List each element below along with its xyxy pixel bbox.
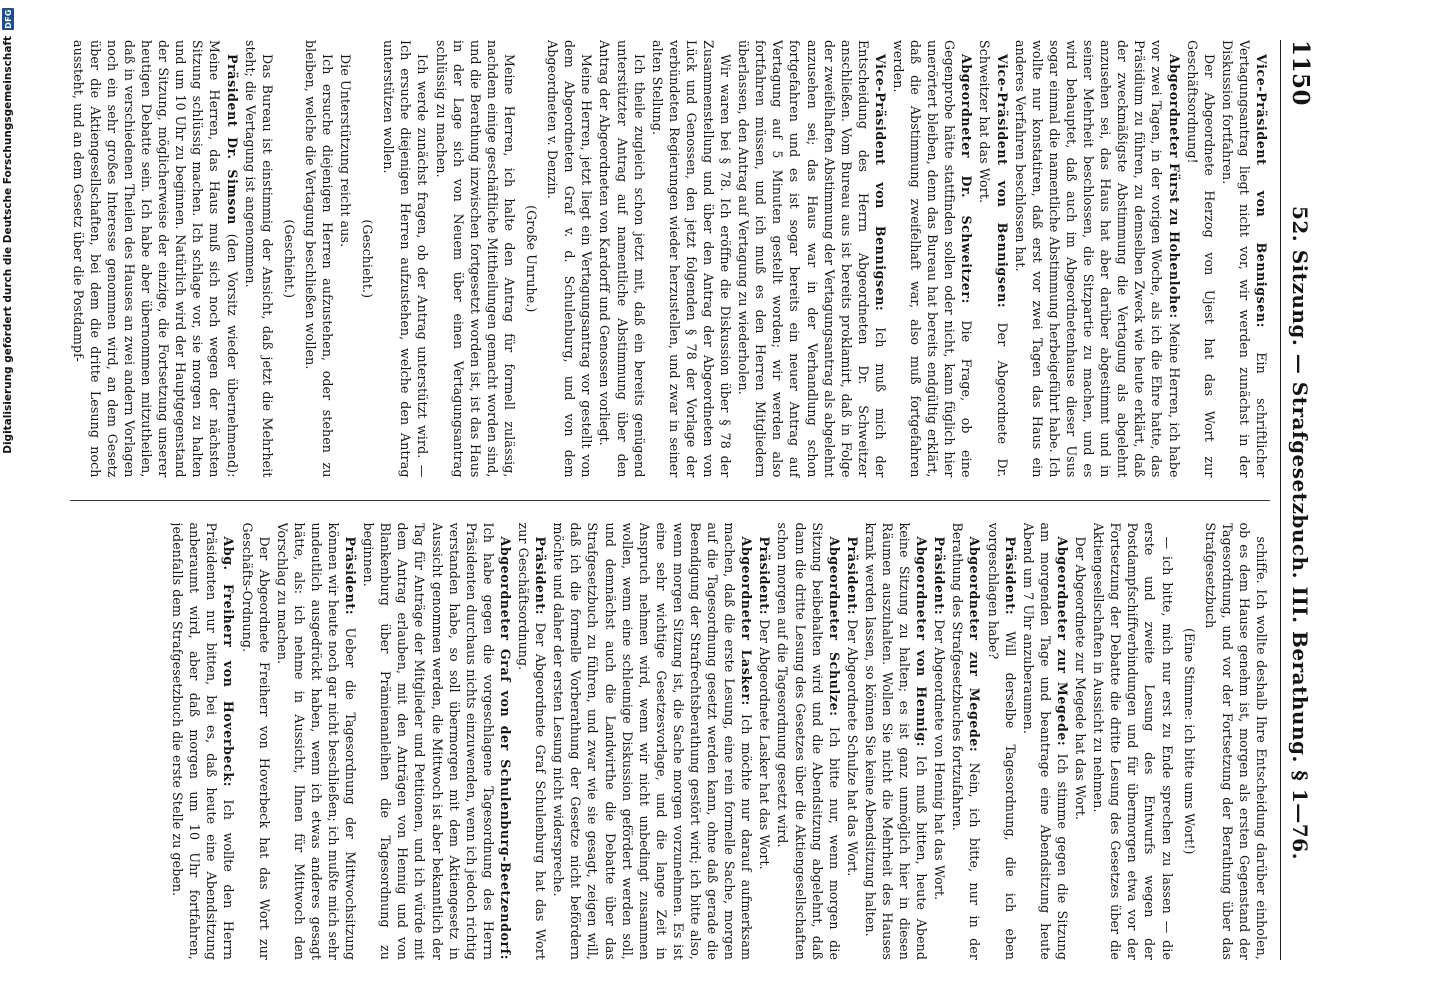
paragraph — [596, 40, 647, 478]
paragraph — [976, 40, 1010, 478]
page-number: 1150 — [1287, 40, 1314, 107]
paragraph-text: Meine Herren, ich halte den Antrag für formell zulässig, nachdem einige geschäftliche Mittheilungen gemacht worden sind, und die Berathung inzwischen fortgesetzt worden ist, ist das Haus in der Lage sich von Neuem über einen Vertagungsantrag schlüssig zu machen. — [433, 40, 517, 478]
paragraph-text: Wir waren bei § 78. Ich eröffne die Diskussion über § 78 der Zusammenstellung und über den Antrag der Abgeordneten von Lück und Genossen, den jetzt folgenden § 78 der Vorlage der verbündeten Regierungen wieder herzustellen, und zwar in seiner alten Stellung. — [649, 40, 734, 478]
digitization-credit: Digitalisierung gefördert durch die Deutsche Forschungsgemeinschaft — [2, 36, 14, 454]
paragraph — [1020, 523, 1071, 961]
paragraph — [844, 523, 861, 961]
speaker-name: Präsident: — [1002, 536, 1018, 616]
paragraph — [756, 523, 773, 961]
paragraph-text: Der Abgeordnete zur Megede hat das Wort. — [1073, 536, 1089, 821]
paragraph — [433, 40, 518, 478]
paragraph — [649, 40, 734, 478]
paragraph-text: (den Vorsitz wieder übernehmend): Meine Herren, das Haus muß sich noch wegen der nächsten Sitzung schlüssig machen. Ich schlage vor, sie morgen zu halten und um 10 Uhr zu beginnen. Natürlich wird der Hauptgegenstand der Sitzung, möglicherweise der einzige, die Fortsetzung unserer heutigen Debatte sein. Ich habe aber übernommen mitzutheilen, daß in verschiedenen Theilen des Hauses an zwei andern Vorlagen noch ein sehr großes Interesse genommen wird, an dem Gesetz über die Aktiengesellschaften, bei dem die dritte Lesung noch aussteht, und an dem Gesetz über die Postdampf- — [70, 40, 240, 478]
paragraph-text: Der Abgeordnete Schulze hat das Wort. — [844, 615, 860, 877]
paragraph-text: Ich bitte nur, wenn morgen die Sitzung beibehalten wird und die Abendsitzung abgelehnt, daß dann die dritte Lesung des Gesetzes über die Aktiengesellschaften schon morgen auf die Tagesordnung gesetzt wird. — [775, 522, 842, 960]
paragraph-text: Will derselbe Tagesordnung, die ich eben vorgeschlagen habe? — [985, 522, 1018, 960]
paragraph-text: Ich muß mich der Entscheidung des Herrn Abgeordneten Dr. Schweitzer anschließen. Vom Bureau aus ist bereits proklamirt, daß in Folge der zweifelhaften Abstimmung der Vertagungsantrag als abgelehnt anzusehen sei; das Haus war in der Verhandlung schon fortgefahren und es ist sogar bereits ein neuer Antrag auf Vertagung auf 5 Minuten gestellt worden; wir werden also fortfahren müssen, und ich muß es den Herren Mitgliedern überlassen, den Antrag auf Vertagung zu wiederholen. — [736, 40, 888, 478]
paragraph-text: Nein, ich bitte, nur in der Berathung des Strafgesetzbuches fortzufahren. — [950, 522, 983, 960]
paragraph-text: Ich wollte den Herrn Präsidenten nur bitten, bei es, daß heute eine Abendsitzung anberaumt wird, aber daß morgen um 10 Uhr fortfahren, jedenfalls dem Strafgesetzbuch die erste Stelle zu geben. — [170, 522, 237, 960]
speaker-name: Vice-Präsident von Bennigsen: — [872, 54, 888, 312]
paragraph — [1072, 523, 1089, 961]
speaker-name: Präsident: — [844, 536, 860, 616]
paragraph — [70, 40, 241, 478]
stage-direction: (Geschieht.) — [360, 219, 376, 299]
speaker-name: Abg. Freiherr von Hoverbeck: — [221, 536, 237, 788]
paragraph-text: Der Abgeordnete Graf Schulenburg hat das Wort zur Geschäftsordnung. — [516, 522, 549, 960]
running-head-title: 52. Sitzung. — Strafgesetzbuch. III. Berathung. § 1—76. — [1288, 205, 1312, 861]
paragraph-text: Der Abgeordnete Lasker hat das Wort. — [757, 615, 773, 870]
speaker-name: Abgeordneter Lasker: — [739, 536, 755, 706]
paragraph-text: Ich ersuche diejenigen Herren aufzustehen, oder stehen zu bleiben, welche die Vertagung beschließen wollen. — [302, 40, 336, 478]
paragraph — [238, 523, 272, 961]
speaker-name: Abgeordneter Schulze: — [826, 536, 842, 717]
paragraph-text: Der Abgeordnete von Hennig hat das Wort. — [932, 615, 948, 901]
paragraph — [550, 523, 755, 961]
paragraph — [337, 40, 354, 478]
text-columns — [70, 40, 1270, 960]
speaker-name: Abgeordneter Graf von der Schulenburg-Beetzendorf: — [497, 536, 513, 960]
stage-direction: (Geschieht.) — [281, 219, 297, 299]
paragraph-text: schiffe. Ich wollte deshalb Ihre Entscheidung darüber einholen, ob es dem Hause genehm ist, morgen als ersten Gegenstand der Tagesordnung, und vor der Fortsetzung der Berathung über das Strafgesetzbuch — [1202, 522, 1269, 960]
speaker-name: Abgeordneter Dr. Schweitzer: — [959, 54, 975, 304]
digitization-footer — [0, 0, 16, 1000]
paragraph-text: Das Bureau ist einstimmig der Ansicht, daß jetzt die Mehrheit steht; die Vertagung ist angenommen. — [242, 40, 275, 478]
paragraph-text: Meine Herren, jetzt liegt ein Vertagungsantrag vor gestellt von dem Abgeordneten Graf v. d. Schulenburg, und von dem Abgeordneten v. Denzin. — [545, 40, 595, 478]
paragraph-text: Ich muß bitten, heute Abend keine Sitzung zu halten; es ist ganz unmöglich hier in diesen Räumen auszuhalten. Wollen Sie nicht die Mehrheit des Hauses krank werden lassen, so können Sie keine Abendsitzung halten. — [862, 522, 930, 960]
paragraph — [380, 40, 431, 478]
speaker-name: Präsident: — [932, 536, 948, 616]
paragraph-text: Ich werde zunächst fragen, ob der Antrag unterstützt wird. — Ich ersuche diejenigen Herren aufzustehen, welche den Antrag unterstützen wollen. — [381, 40, 431, 478]
paragraph — [302, 40, 336, 478]
paragraph-text: Die Unterstützung reicht aus. — [338, 54, 354, 248]
paragraph — [169, 523, 237, 961]
right-column — [70, 523, 1270, 961]
left-column — [70, 40, 1270, 478]
paragraph-text: Ich möchte nur darauf aufmerksam machen, daß die erste Lesung, eine rein formelle Sache, morgen auf die Tagesordnung gesetzt werden kann, ohne daß gerade die Beendigung der Strafrechtsberathung gestört wird; ich bitte also, wenn morgen Sitzung ist, die Sache morgen vorzunehmen. Es ist eine sehr wichtige Gesetzesvorlage, und die lange Zeit in Anspruch nehmen wird, wenn wir nicht unbedingt zusammen wollen, wenn eine schleunige Diskussion gefördert werden soll, und demnächst auch die Landwirthe die Debatte über das Strafgesetzbuch zu führen, und zwar wie sie gesagt, zeigen will, daß ich die formelle Vorberathung der Gesetze nicht befördern möchte und daher der ersten Lesung nicht widerspreche. — [551, 522, 755, 960]
paragraph — [1219, 40, 1270, 478]
speaker-name: Präsident: — [343, 536, 359, 616]
speaker-name: Präsident: — [757, 536, 773, 616]
paragraph — [515, 523, 549, 961]
paragraph-text: Ich habe gegen die vorgeschlagene Tagesordnung des Herrn Präsidenten durchaus nichts einzuwenden, wenn ich jedoch richtig verstanden habe, so soll übermorgen mit dem Aktiengesetz in Aussicht genommen werden, die Mittwoch ist aber bekanntlich der Tag für Anträge der Mitglieder und Petitionen, und ich würde mit dem Antrag erlauben, mit den Anträgen von Hennig und von Blankenburg über Prämienanleihen die Tagesordnung zu beginnen. — [361, 522, 496, 960]
paragraph-text: Der Abgeordnete Herzog von Ujest hat das Wort zur Geschäftsordnung! — [1184, 40, 1217, 478]
paragraph — [274, 523, 359, 961]
speaker-name: Vice-Präsident von Bennigsen: — [994, 54, 1010, 309]
paragraph-text: Ich theile zugleich schon jetzt mit, daß ein bereits genügend unterstützter Antrag auf namentliche Abstimmung über den Antrag der Abgeordneten von Kardorff und Genossen vorliegt. — [597, 40, 647, 478]
paragraph — [242, 40, 276, 478]
dfg-logo: DFG — [3, 9, 13, 29]
paragraph-text: Ein schriftlicher Vertagungsantrag liegt nicht vor, wir werden zunächst in der Diskussion fortfahren. — [1219, 40, 1269, 478]
speaker-name: Vice-Präsident von Bennigsen: — [1254, 54, 1269, 328]
paragraph — [544, 40, 595, 478]
paragraph — [985, 523, 1019, 961]
speaker-name: Präsident: — [533, 536, 549, 616]
paragraph — [735, 40, 889, 478]
running-head — [1280, 40, 1314, 960]
paragraph — [949, 523, 983, 961]
paragraph — [774, 523, 842, 961]
speaker-name: Abgeordneter zur Megede: — [1054, 536, 1070, 747]
column-divider — [70, 500, 1270, 501]
paragraph — [1202, 523, 1270, 961]
paragraph-text: Die Frage, ob eine Gegenprobe hätte stattfinden sollen oder nicht, kann füglich hier unerörtert bleiben, denn das Bureau hat bereits endgültig erklärt, daß die Abstimmung zweifelhaft war, also muß fortgefahren werden. — [891, 40, 975, 478]
paragraph — [1012, 40, 1183, 478]
paragraph — [862, 523, 930, 961]
paragraph-text: Meine Herren, ich habe vor zwei Tagen, in der vorigen Woche, als ich die Ehre hatte, das Präsidium zu führen, zu demselben Zweck wie heute erklärt, daß der zweckmäßigste Abstimmung die Vertagung als abgelehnt anzusehen sei, das Haus hat aber darüber abgestimmt und in seiner Mehrheit beschlossen, die Sitzpartie zu machen, und es wird behauptet, daß auch im Abgeordnetenhause dieser Usus sogar einmal die namentliche Abstimmung herbeigeführt habe. Ich wollte nur konstatiren, daß erst vor zwei Tagen das Haus ein anderes Verfahren beschlossen hat. — [1012, 40, 1182, 478]
paragraph — [1184, 40, 1218, 478]
paragraph-text: — ich bitte, mich nur erst zu Ende sprechen zu lassen — die erste und zweite Lesung des Entwurfs wegen der Postdampfschiffverbindungen und für übermorgen etwa vor der Fortsetzung der Debatte die dritte Lesung des Gesetzes über die Aktiengesellschaften in Aussicht zu nehmen. — [1091, 522, 1175, 960]
paragraph — [890, 40, 975, 478]
speaker-name: Abgeordneter Fürst zu Hohenlohe: — [1166, 54, 1182, 319]
speaker-name: Abgeordneter zur Megede: — [967, 536, 983, 753]
speaker-name: Abgeordneter von Hennig: — [914, 536, 930, 748]
stage-direction: (Große Unruhe.) — [524, 205, 540, 313]
paragraph-text: Ich stimme gegen die Sitzung am morgenden Tage und beantrage eine Abendsitzung heute Abend um 7 Uhr anzuberaumen. — [1020, 522, 1070, 960]
stage-direction: (Eine Stimme: ich bitte ums Wort!) — [1181, 627, 1197, 855]
paragraph-text: Der Abgeordnete Freiherr von Hoverbeck hat das Wort zur Geschäfts-Ordnung. — [239, 522, 272, 960]
paragraph — [360, 523, 514, 961]
paragraph — [1090, 523, 1175, 961]
paragraph-text: Der Abgeordnete Dr. Schweitzer hat das Wort. — [977, 40, 1010, 478]
paragraph — [931, 523, 948, 961]
paragraph-text: Ueber die Tagesordnung der Mittwochsitzung können wir heute noch gar nicht beschließen; ich mußte mich sehr undeutlich ausgedrückt haben, wenn ich etwas anderes gesagt hätte, als: ich nehme in Aussicht, Ihnen für Mittwoch den Vorschlag zu machen. — [274, 522, 359, 960]
speaker-name: Präsident Dr. Simson — [224, 54, 240, 225]
